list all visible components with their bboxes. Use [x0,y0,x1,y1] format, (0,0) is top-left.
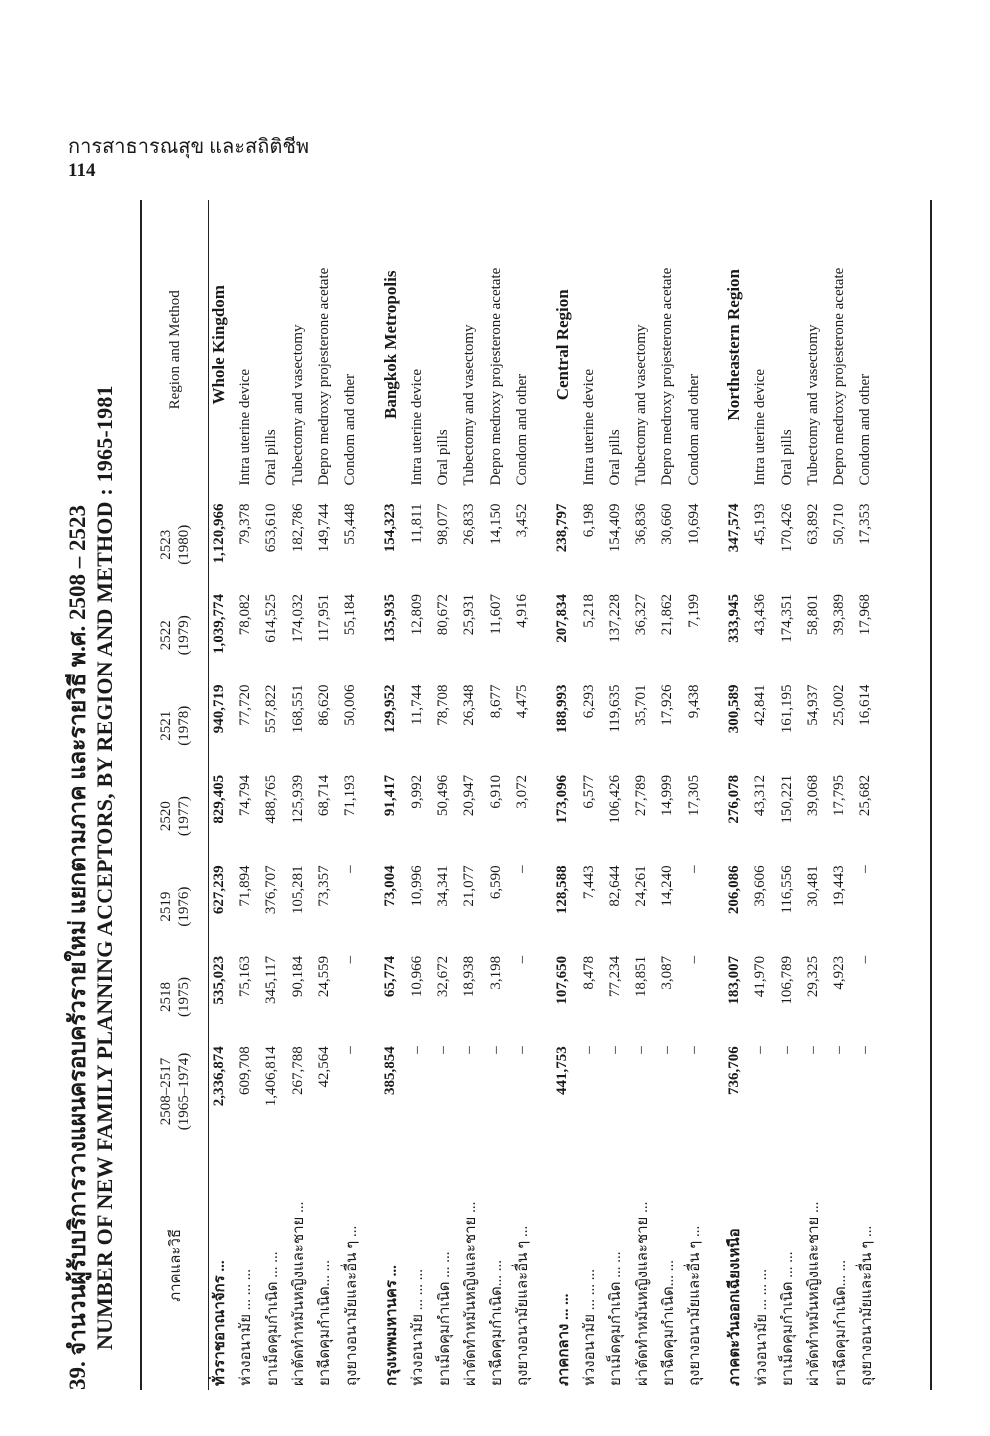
cell-value: 30,481 [804,865,821,907]
cell-value: 300,589 [725,684,742,734]
cell-value: 17,968 [857,594,874,636]
section-spacer [364,200,378,1390]
region-total-row [206,200,232,1390]
cell-value: 3,087 [659,955,676,990]
cell-value: 345,117 [263,955,280,1005]
cell-value: 50,006 [342,684,359,726]
cell-value: 86,620 [315,684,332,726]
row-label-english: Intra uterine device [752,368,769,486]
table-row [430,200,456,1390]
cell-value: 17,305 [685,774,702,817]
header-year-1: 2518 (1975) [158,977,192,1018]
table-row [655,200,681,1390]
cell-value: 71,193 [342,774,359,817]
cell-value: 8,478 [580,955,597,990]
cell-value: 441,753 [554,1046,571,1096]
cell-value: 17,795 [831,774,848,817]
row-label-english: Whole Kingdom [209,285,229,405]
cell-value: 150,221 [778,774,795,824]
row-label-english: Condom and other [857,373,874,486]
cell-value: 50,710 [831,503,848,545]
cell-value: 125,939 [289,774,306,824]
header-year-3: 2520 (1977) [158,796,192,837]
row-label-thai: ยาเม็ดคุมกำเนิด ... ... [264,1251,281,1386]
cell-value: 17,926 [659,684,676,726]
cell-value: 170,426 [778,503,795,553]
row-label-thai: ยาเม็ดคุมกำเนิด ... ... [780,1251,797,1386]
cell-value: 35,701 [633,684,650,726]
cell-value: 736,706 [725,1046,742,1096]
row-label-english: Condom and other [685,373,702,486]
header-year-6: 2523 (1980) [158,524,192,565]
cell-value: 6,293 [580,684,597,719]
row-label-english: Intra uterine device [236,368,253,486]
cell-value: 107,650 [554,955,571,1005]
cell-value: 25,682 [857,774,874,817]
row-label-thai: ห่วงอนามัย ... ... ... [410,1269,427,1386]
row-label-thai: ภาคกลาง ... ... [555,1293,572,1386]
cell-value: – [513,865,530,873]
cell-value: 154,323 [382,503,399,553]
cell-value: 14,150 [487,503,504,545]
cell-value: 16,614 [857,684,874,726]
table-row [259,200,285,1390]
cell-value: 43,436 [752,594,769,636]
row-label-thai: ยาฉีดคุมกำเนิด... ... [317,1260,334,1386]
cell-value: 21,077 [461,865,478,907]
cell-value: 90,184 [289,955,306,998]
cell-value: 653,610 [263,503,280,553]
cell-value: 75,163 [236,955,253,998]
table-row [628,200,654,1390]
cell-value: 183,007 [725,955,742,1005]
row-label-thai: กรุงเทพมหานคร ... [383,1265,400,1386]
cell-value: – [857,865,874,873]
cell-value: 14,240 [659,865,676,907]
cell-value: – [778,1046,795,1054]
cell-value: 6,577 [580,774,597,809]
row-label-english: Tubectomy and vasectomy [289,324,306,486]
cell-value: 10,694 [685,503,702,545]
cell-value: 54,937 [804,684,821,726]
cell-value: 3,072 [513,774,530,809]
cell-value: – [752,1046,769,1054]
cell-value: 42,564 [315,1046,332,1088]
cell-value: 34,341 [435,865,452,907]
cell-value: 135,935 [382,594,399,643]
cell-value: 161,195 [778,684,795,734]
region-total-row [550,200,576,1390]
table-row [827,200,853,1390]
cell-value: 137,228 [606,594,623,643]
row-label-thai: ยาฉีดคุมกำเนิด... ... [489,1260,506,1386]
row-label-thai: ห่วงอนามัย ... ... ... [238,1269,255,1386]
cell-value: 6,198 [580,503,597,538]
cell-value: 3,198 [487,955,504,990]
row-label-thai: ห่วงอนามัย ... ... ... [582,1269,598,1386]
cell-value: 174,351 [778,594,795,643]
cell-value: 557,822 [263,684,280,734]
cell-value: – [606,1046,623,1054]
cell-value: 7,443 [580,865,597,900]
table-top-rule [140,200,142,1390]
cell-value: 333,945 [725,594,742,643]
cell-value: 8,677 [487,684,504,719]
cell-value: 91,417 [382,774,399,817]
page-number: 114 [68,160,96,181]
cell-value: 42,841 [752,684,769,726]
cell-value: – [685,955,702,964]
table-row [337,200,363,1390]
table-title-block [60,200,130,1390]
cell-value: 129,952 [382,684,399,734]
row-label-english: Oral pills [435,429,452,486]
row-label-thai: ถุงยางอนามัยและอื่น ๆ ... [858,1225,875,1386]
cell-value: 25,931 [461,594,478,636]
cell-value: 25,002 [831,684,848,726]
cell-value: 77,720 [236,684,253,726]
table-title-thai [60,505,96,1390]
table-title-english: NUMBER OF NEW FAMILY PLANNING ACCEPTORS, BY REGION AND METHOD : 1965-1981 [92,385,117,1350]
cell-value: 182,786 [289,503,306,553]
page-header-title: การสาธารณสุข และสถิติชีพ [68,136,310,158]
table-title-thai-text: จำนวนผู้รับบริการวางแผนครอบครัวรายใหม่ แยกตามภาค และรายวิธี พ.ศ. 2508 – 2523 [65,505,90,1356]
cell-value: 29,325 [804,955,821,998]
cell-value: 30,660 [659,503,676,545]
table-row [509,200,535,1390]
cell-value: 829,405 [210,774,227,824]
table-row [774,200,800,1390]
cell-value: 78,082 [236,594,253,636]
cell-value: – [804,1046,821,1054]
cell-value: 207,834 [554,594,571,643]
cell-value: 149,744 [315,503,332,553]
cell-value: 173,096 [554,774,571,824]
table-row [748,200,774,1390]
row-label-thai: ถุงยางอนามัยและอื่น ๆ ... [343,1225,360,1386]
cell-value: 627,239 [210,865,227,915]
row-label-english: Depro medroxy projesterone acetate [315,267,332,486]
row-label-english: Central Region [552,289,572,401]
region-total-row [721,200,747,1390]
cell-value: 63,892 [804,503,821,545]
cell-value: 98,077 [435,503,452,545]
row-label-english: Intra uterine device [408,368,425,486]
cell-value: 1,039,774 [210,594,227,654]
cell-value: 11,811 [408,503,425,544]
cell-value: 77,234 [606,955,623,998]
cell-value: 41,970 [752,955,769,998]
cell-value: 9,992 [408,774,425,809]
cell-value: 82,644 [606,865,623,907]
table-number: 39. [65,1361,90,1390]
cell-value: – [659,1046,676,1054]
cell-value: 2,336,874 [210,1046,227,1107]
cell-value: 24,261 [633,865,650,907]
cell-value: 11,744 [408,684,425,726]
cell-value: 105,281 [289,865,306,915]
table-row [404,200,430,1390]
header-label-english: Region and Method [166,290,183,410]
cell-value: 68,714 [315,774,332,817]
cell-value: 1,120,966 [210,503,227,564]
cell-value: 188,993 [554,684,571,734]
cell-value: 73,357 [315,865,332,907]
table-row [457,200,483,1390]
cell-value: 11,607 [487,594,504,635]
cell-value: 6,910 [487,774,504,809]
rotated-table-page [60,200,940,1390]
cell-value: 45,193 [752,503,769,545]
cell-value: 385,854 [382,1046,399,1096]
cell-value: – [831,1046,848,1054]
row-label-english: Depro medroxy projesterone acetate [831,267,848,486]
row-label-thai: ยาฉีดคุมกำเนิด... ... [832,1260,849,1386]
row-label-thai: ผ่าตัดทำหมันหญิงและชาย ... [634,1201,651,1386]
cell-value: 32,672 [435,955,452,998]
cell-value: 43,312 [752,774,769,817]
cell-value: 10,966 [408,955,425,998]
cell-value: 18,851 [633,955,650,998]
cell-value: 26,348 [461,684,478,726]
cell-value: 119,635 [606,684,623,733]
cell-value: 36,327 [633,594,650,636]
cell-value: 10,996 [408,865,425,907]
cell-value: 4,923 [831,955,848,990]
cell-value: 267,788 [289,1046,306,1096]
table-row [483,200,509,1390]
cell-value: – [487,1046,504,1054]
cell-value: – [857,955,874,964]
cell-value: – [342,1046,359,1054]
row-label-english: Oral pills [263,429,280,486]
row-label-english: Tubectomy and vasectomy [633,324,650,486]
cell-value: 347,574 [725,503,742,553]
cell-value: – [408,1046,425,1054]
row-label-thai: ถุงยางอนามัยและอื่น ๆ ... [515,1225,532,1386]
cell-value: 39,606 [752,865,769,907]
row-label-english: Depro medroxy projesterone acetate [659,267,676,486]
row-label-thai: ผ่าตัดทำหมันหญิงและชาย ... [462,1201,479,1386]
cell-value: – [461,1046,478,1054]
row-label-english: Intra uterine device [580,368,597,486]
cell-value: 6,590 [487,865,504,900]
header-year-2: 2519 (1976) [158,886,192,927]
table-row [602,200,628,1390]
cell-value: 17,353 [857,503,874,545]
cell-value: 18,938 [461,955,478,998]
cell-value: 206,086 [725,865,742,915]
cell-value: 276,078 [725,774,742,824]
row-label-thai: ยาเม็ดคุมกำเนิด ... ... [436,1251,453,1386]
row-label-thai: ยาเม็ดคุมกำเนิด ... ... [608,1251,625,1386]
cell-value: 128,588 [554,865,571,915]
header-year-4: 2521 (1978) [158,705,192,746]
table-bottom-rule [930,200,932,1390]
table-header-row [144,200,206,1390]
cell-value: 614,525 [263,594,280,643]
cell-value: – [342,865,359,873]
header-year-0: 2508–2517 (1965–1974) [158,1052,192,1131]
section-spacer [536,200,550,1390]
row-label-english: Northeastern Region [724,269,744,421]
cell-value: – [857,1046,874,1054]
cell-value: – [435,1046,452,1054]
cell-value: 106,789 [778,955,795,1005]
cell-value: – [513,1046,530,1054]
cell-value: – [513,955,530,964]
cell-value: 168,551 [289,684,306,734]
row-label-thai: ผ่าตัดทำหมันหญิงและชาย ... [291,1201,308,1386]
row-label-english: Condom and other [342,373,359,486]
cell-value: 238,797 [554,503,571,553]
cell-value: 39,389 [831,594,848,636]
cell-value: 488,765 [263,774,280,824]
header-year-5: 2522 (1979) [158,615,192,656]
cell-value: 535,023 [210,955,227,1005]
cell-value: 3,452 [513,503,530,538]
table-row [576,200,602,1390]
row-label-thai: ห่วงอนามัย ... ... ... [753,1269,770,1386]
header-label-thai: ภาคและวิธี [168,1228,184,1302]
row-label-english: Tubectomy and vasectomy [804,324,821,486]
cell-value: – [685,865,702,873]
cell-value: 1,406,814 [263,1046,280,1107]
cell-value: – [342,955,359,964]
cell-value: 117,951 [315,594,332,643]
row-label-thai: ยาฉีดคุมกำเนิด... ... [660,1260,677,1386]
row-label-thai: ทั่วราชอาณาจักร ... [212,1260,229,1386]
cell-value: 12,809 [408,594,425,636]
row-label-english: Oral pills [778,429,795,486]
row-label-thai: ผ่าตัดทำหมันหญิงและชาย ... [806,1201,823,1386]
row-label-english: Depro medroxy projesterone acetate [487,267,504,486]
cell-value: 26,833 [461,503,478,545]
cell-value: 74,794 [236,774,253,817]
cell-value: 39,068 [804,774,821,817]
row-label-english: Tubectomy and vasectomy [461,324,478,486]
table-row [232,200,258,1390]
cell-value: 174,032 [289,594,306,643]
cell-value: 55,448 [342,503,359,545]
cell-value: 58,801 [804,594,821,636]
cell-value: 73,004 [382,865,399,907]
cell-value: 4,916 [513,594,530,628]
row-label-thai: ภาคตะวันออกเฉียงเหนือ [727,1228,744,1386]
cell-value: 50,496 [435,774,452,817]
table-row [285,200,311,1390]
row-label-english: Bangkok Metropolis [380,270,400,420]
cell-value: – [580,1046,597,1054]
region-total-row [378,200,404,1390]
cell-value: 106,426 [606,774,623,824]
table-row [681,200,707,1390]
family-planning-table [144,200,879,1390]
cell-value: 9,438 [685,684,702,719]
cell-value: 71,894 [236,865,253,907]
cell-value: 7,199 [685,594,702,628]
section-spacer [707,200,721,1390]
table-row [853,200,879,1390]
cell-value: 55,184 [342,594,359,636]
cell-value: 80,672 [435,594,452,636]
cell-value: 79,378 [236,503,253,545]
cell-value: 20,947 [461,774,478,817]
cell-value: 21,862 [659,594,676,636]
cell-value: 14,999 [659,774,676,817]
cell-value: 24,559 [315,955,332,998]
table-row [800,200,826,1390]
cell-value: – [685,1046,702,1054]
cell-value: 27,789 [633,774,650,817]
row-label-english: Condom and other [513,373,530,486]
table-body [206,200,879,1390]
row-label-english: Oral pills [606,429,623,486]
cell-value: 5,218 [580,594,597,628]
cell-value: 19,443 [831,865,848,907]
cell-value: 609,708 [236,1046,253,1096]
cell-value: 78,708 [435,684,452,726]
cell-value: 154,409 [606,503,623,553]
cell-value: 65,774 [382,955,399,998]
cell-value: 4,475 [513,684,530,719]
cell-value: – [633,1046,650,1054]
cell-value: 36,836 [633,503,650,545]
cell-value: 116,556 [778,865,795,914]
cell-value: 940,719 [210,684,227,734]
cell-value: 376,707 [263,865,280,915]
row-label-thai: ถุงยางอนามัยและอื่น ๆ ... [687,1225,704,1386]
table-row [311,200,337,1390]
